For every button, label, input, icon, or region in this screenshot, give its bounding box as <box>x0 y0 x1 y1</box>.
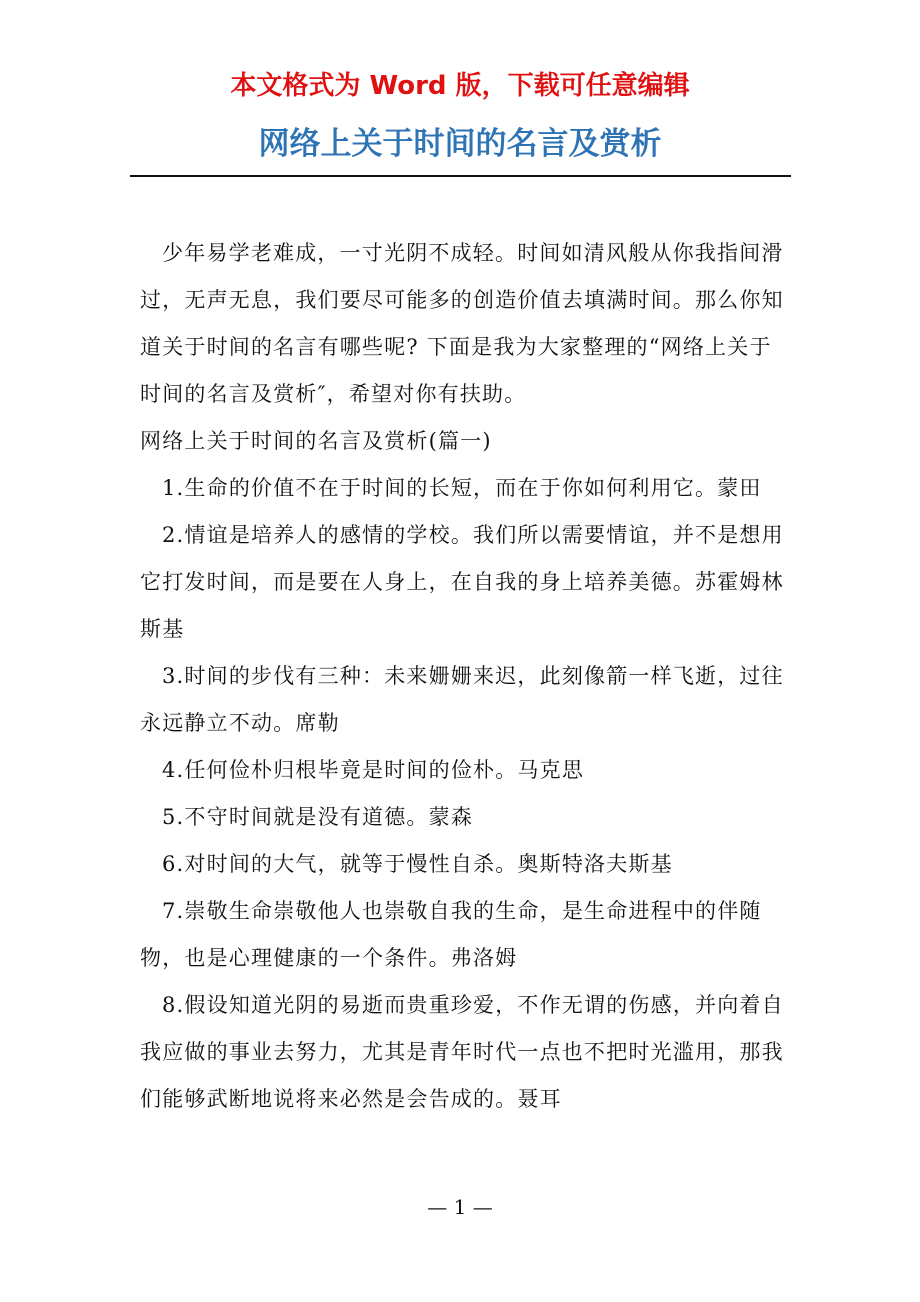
quote-item: 4.任何俭朴归根毕竟是时间的俭朴。马克思 <box>162 758 585 782</box>
page-number: — 1 — <box>427 1195 493 1219</box>
intro-paragraph: 少年易学老难成，一寸光阴不成轻。时间如清风般从你我指间滑过，无声无息，我们要尽可能多的创造价值去填满时间。那么你知道关于时间的名言有哪些呢? 下面是我为大家整理的“网络上关于时间的名言及赏析″，希望对你有扶助。 <box>140 241 784 406</box>
page-title: 网络上关于时间的名言及赏析 <box>258 126 662 162</box>
title-divider <box>130 175 791 177</box>
quote-item: 7.崇敬生命崇敬他人也崇敬自我的生命，是生命进程中的伴随物，也是心理健康的一个条件。弗洛姆 <box>140 899 762 970</box>
quote-item: 3.时间的步伐有三种：未来姗姗来迟，此刻像箭一样飞逝，过往永远静立不动。席勒 <box>140 664 784 735</box>
quote-item: 6.对时间的大气，就等于慢性自杀。奥斯特洛夫斯基 <box>162 852 673 876</box>
word-format-notice: 本文格式为 Word 版，下载可任意编辑 <box>230 71 690 101</box>
quote-item: 2.情谊是培养人的感情的学校。我们所以需要情谊，并不是想用它打发时间，而是要在人身上，在自我的身上培养美德。苏霍姆林斯基 <box>140 523 784 641</box>
quote-item: 8.假设知道光阴的易逝而贵重珍爱，不作无谓的伤感，并向着自我应做的事业去努力，尤其是青年时代一点也不把时光滥用，那我们能够武断地说将来必然是会告成的。聂耳 <box>140 993 784 1111</box>
section-heading: 网络上关于时间的名言及赏析(篇一) <box>140 429 492 453</box>
quote-item: 1.生命的价值不在于时间的长短，而在于你如何利用它。蒙田 <box>162 476 762 500</box>
quote-item: 5.不守时间就是没有道德。蒙森 <box>162 805 474 829</box>
document-body <box>140 230 790 1123</box>
